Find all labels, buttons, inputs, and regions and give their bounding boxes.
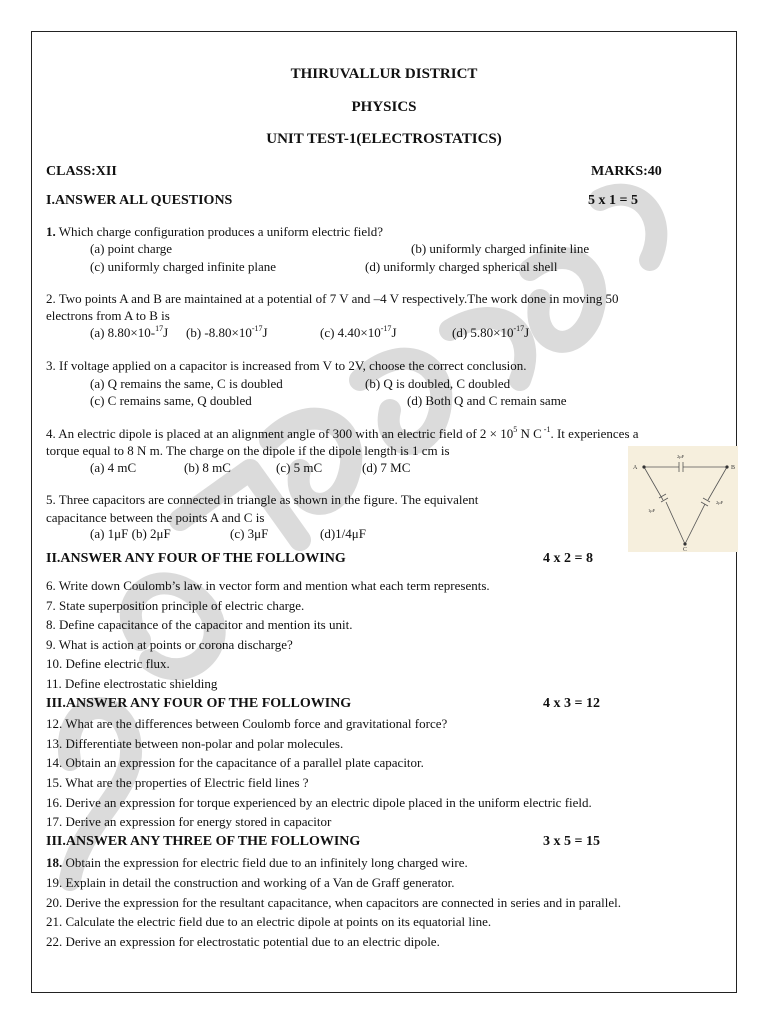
section-2-marks: 4 x 2 = 8 (543, 551, 593, 566)
question-18 (46, 855, 468, 871)
question-4-line-1: 4. An electric dipole is placed at an alignment angle of 300 with an electric field of $2 \times 10^5$ N C $^{-1}$. It experiences a (46, 424, 639, 441)
question-4-option-d: (d) 7 MC (362, 460, 411, 475)
question-5-line-1: 5. Three capacitors are connected in triangle as shown in the figure. The equivalent (46, 492, 479, 507)
question-2-line-1: 2. Two points A and B are maintained at a potential of 7 V and –4 V respectively.The work done in moving 50 (46, 291, 619, 306)
right-capacitor-label: 2μF (716, 500, 724, 505)
question-9: 9. What is action at points or corona discharge? (46, 637, 293, 652)
question-19: 19. Explain in detail the construction and working of a Van de Graff generator. (46, 875, 455, 890)
capacitor-circuit-figure (628, 446, 738, 552)
section-4-title: III.ANSWER ANY THREE OF THE FOLLOWING (46, 834, 361, 849)
question-2-option-d: (d) $5.80\times 10^{-17}J$ (452, 323, 530, 340)
question-3-option-b: (b) Q is doubled, C doubled (365, 376, 511, 391)
question-1-option-b: (b) uniformly charged infinite line (411, 241, 590, 256)
question-1-option-d: (d) uniformly charged spherical shell (365, 259, 558, 274)
circuit-diagram (628, 446, 738, 552)
question-2-line-2: electrons from A to B is (46, 308, 170, 323)
question-1-text: Which charge configuration produces a uniform electric field? (55, 224, 384, 239)
question-18-number: 18. (46, 855, 63, 870)
node-a-dot (642, 465, 645, 468)
test-title: UNIT TEST-1(ELECTROSTATICS) (266, 131, 502, 147)
section-2-title: II.ANSWER ANY FOUR OF THE FOLLOWING (46, 551, 346, 566)
question-3: 3. If voltage applied on a capacitor is increased from V to 2V, choose the correct conclusion. (46, 358, 527, 373)
question-3-option-c: (c) C remains same, Q doubled (90, 393, 252, 408)
question-3-option-d: (d) Both Q and C remain same (407, 393, 567, 408)
question-4-option-b: (b) 8 mC (184, 460, 231, 475)
question-1-option-c: (c) uniformly charged infinite plane (90, 259, 277, 274)
question-13: 13. Differentiate between non-polar and polar molecules. (46, 736, 344, 751)
question-7: 7. State superposition principle of electric charge. (46, 598, 305, 613)
question-11: 11. Define electrostatic shielding (46, 676, 218, 691)
question-5-option-c: (c) 3μF (230, 526, 269, 541)
question-22: 22. Derive an expression for electrostatic potential due to an electric dipole. (46, 934, 440, 949)
question-5-line-2: capacitance between the points A and C is (46, 510, 265, 525)
top-capacitor-label: 2μF (677, 454, 685, 459)
node-c-label: C (683, 547, 688, 552)
question-4-option-a: (a) 4 mC (90, 460, 137, 475)
question-20: 20. Derive the expression for the resultant capacitance, when capacitors are connected in series and in parallel. (46, 895, 621, 910)
question-12: 12. What are the differences between Coulomb force and gravitational force? (46, 716, 448, 731)
node-b-dot (725, 465, 728, 468)
question-1-option-a: (a) point charge (90, 241, 173, 256)
section-3-title: III.ANSWER ANY FOUR OF THE FOLLOWING (46, 696, 352, 711)
node-c-dot (683, 542, 686, 545)
question-4-option-c: (c) 5 mC (276, 460, 323, 475)
question-18-text: Obtain the expression for electric field due to an infinitely long charged wire. (62, 855, 468, 870)
class-label: CLASS:XII (46, 164, 117, 179)
question-1 (46, 224, 383, 240)
question-1-number: 1. (46, 224, 56, 239)
question-21: 21. Calculate the electric field due to an electric dipole at points on its equatorial line. (46, 914, 492, 929)
section-4-marks: 3 x 5 = 15 (543, 834, 600, 849)
question-2-option-b: (b) $-8.80\times 10^{-17}J$ (186, 323, 268, 340)
marks-label: MARKS:40 (591, 164, 662, 179)
left-capacitor-label: 1μF (648, 508, 656, 513)
subject-title: PHYSICS (351, 99, 417, 115)
section-1-title: I.ANSWER ALL QUESTIONS (46, 193, 233, 208)
node-b-label: B (731, 465, 736, 471)
question-2-option-a: (a) 8.80×10-$^{17}$J (90, 323, 169, 340)
question-5-option-ab: (a) 1μF (b) 2μF (90, 526, 171, 541)
question-8: 8. Define capacitance of the capacitor and mention its unit. (46, 617, 353, 632)
district-title: THIRUVALLUR DISTRICT (290, 66, 478, 82)
question-3-option-a: (a) Q remains the same, C is doubled (90, 376, 283, 391)
question-15: 15. What are the properties of Electric field lines ? (46, 775, 309, 790)
question-2-option-c: (c) $4.40\times 10^{-17}J$ (320, 323, 397, 340)
question-17: 17. Derive an expression for energy stored in capacitor (46, 814, 332, 829)
question-6: 6. Write down Coulomb’s law in vector form and mention what each term represents. (46, 578, 490, 593)
question-4-line-2: torque equal to 8 N m. The charge on the dipole if the dipole length is 1 cm is (46, 443, 450, 458)
question-5-option-d: (d)1/4μF (320, 526, 366, 541)
section-3-marks: 4 x 3 = 12 (543, 696, 600, 711)
question-16: 16. Derive an expression for torque experienced by an electric dipole placed in the uniform electric field. (46, 795, 592, 810)
question-10: 10. Define electric flux. (46, 656, 170, 671)
node-a-label: A (633, 465, 638, 471)
question-14: 14. Obtain an expression for the capacitance of a parallel plate capacitor. (46, 755, 424, 770)
section-1-marks: 5 x 1 = 5 (588, 193, 638, 208)
